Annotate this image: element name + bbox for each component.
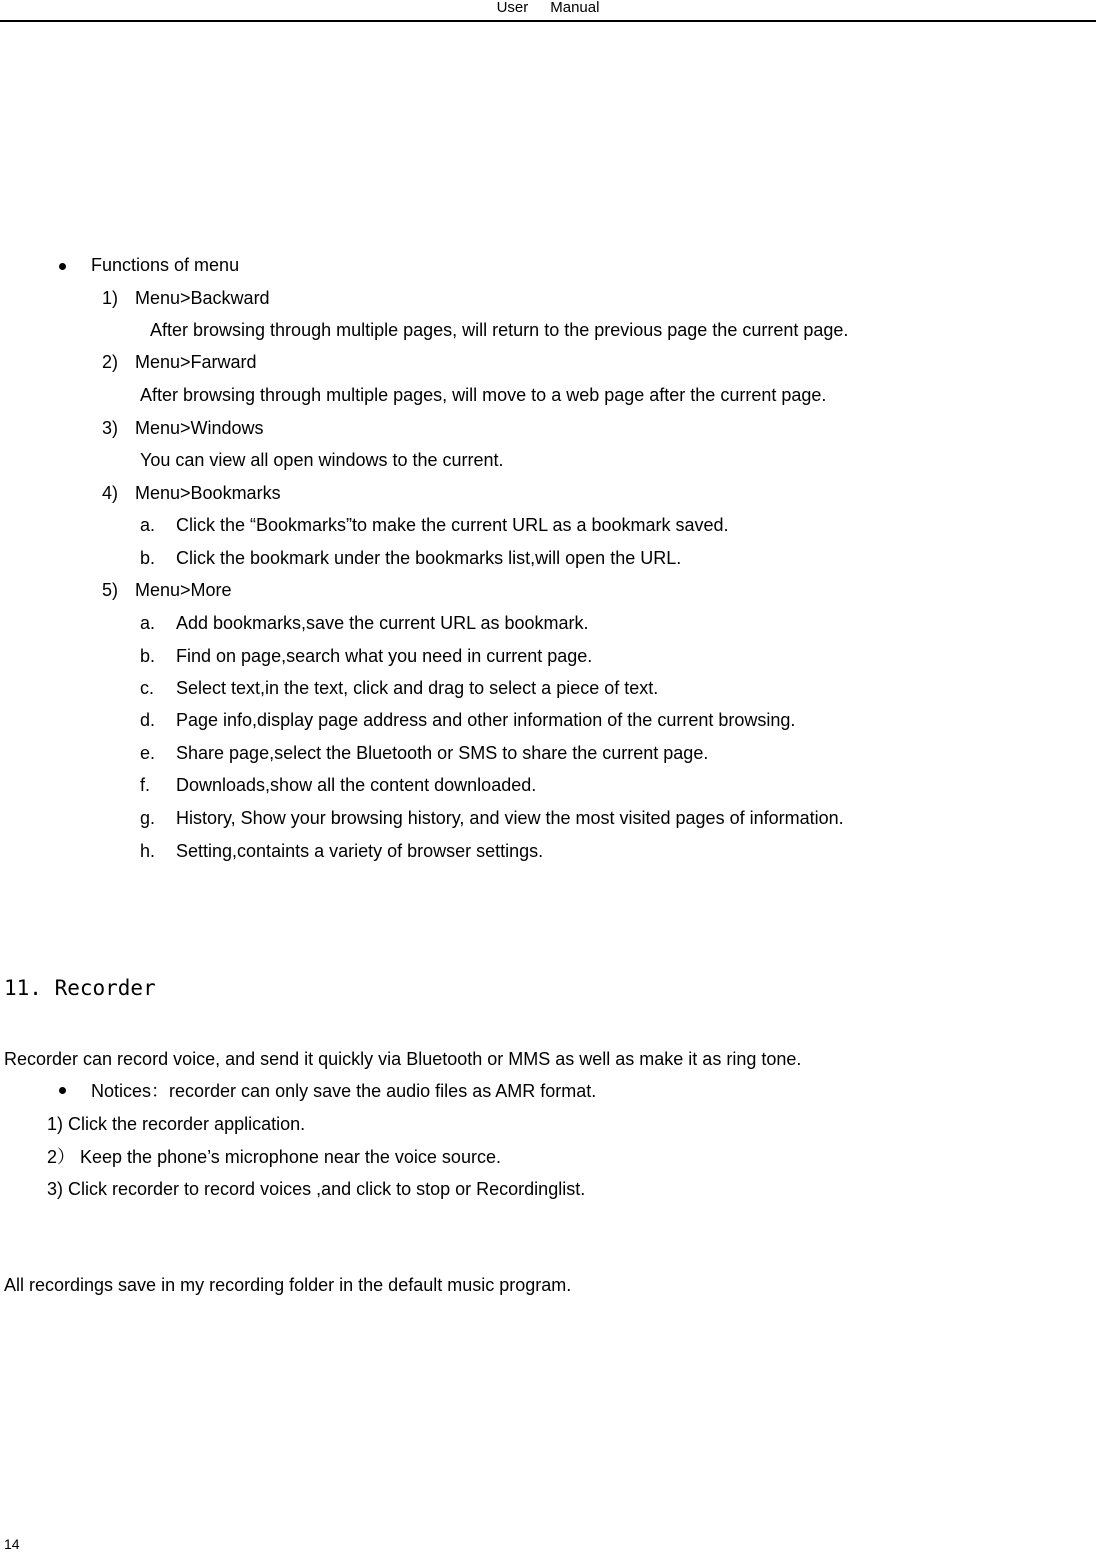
section-heading-recorder: 11. Recorder xyxy=(4,976,156,1000)
header-right-text: Manual xyxy=(550,0,600,16)
menu-item-number: 1) xyxy=(102,288,119,308)
sub-item-letter: h. xyxy=(140,841,156,861)
menu-item-label: Menu>Windows xyxy=(135,418,264,438)
menu-item-number: 2) xyxy=(102,352,119,372)
recorder-step: 3) Click recorder to record voices ,and click to stop or Recordinglist. xyxy=(47,1179,586,1199)
recorder-step: 1) Click the recorder application. xyxy=(47,1114,306,1134)
sub-item-text: Find on page,search what you need in current page. xyxy=(176,646,593,666)
recorder-closing: All recordings save in my recording folder in the default music program. xyxy=(4,1275,572,1295)
menu-item-description: You can view all open windows to the current. xyxy=(140,450,504,470)
sub-item-letter: f. xyxy=(140,775,151,795)
sub-item-text: Add bookmarks,save the current URL as bookmark. xyxy=(176,613,589,633)
sub-item-letter: b. xyxy=(140,548,156,568)
sub-item-letter: a. xyxy=(140,515,156,535)
menu-item-description: After browsing through multiple pages, will return to the previous page the current page. xyxy=(150,320,849,340)
menu-section-title: Functions of menu xyxy=(91,255,240,275)
bullet-icon xyxy=(59,1087,66,1094)
sub-item-letter: c. xyxy=(140,678,155,698)
menu-item-label: Menu>More xyxy=(135,580,232,600)
sub-item-text: Setting,containts a variety of browser settings. xyxy=(176,841,544,861)
header-left-text: User xyxy=(496,0,529,16)
page-number: 14 xyxy=(4,1536,20,1552)
sub-item-letter: e. xyxy=(140,743,156,763)
sub-item-letter: a. xyxy=(140,613,156,633)
sub-item-letter: b. xyxy=(140,646,156,666)
menu-item-number: 5) xyxy=(102,580,119,600)
sub-item-text: Downloads,show all the content downloaded. xyxy=(176,775,537,795)
menu-item-label: Menu>Farward xyxy=(135,352,257,372)
sub-item-letter: d. xyxy=(140,710,156,730)
sub-item-text: History, Show your browsing history, and view the most visited pages of information. xyxy=(176,808,844,828)
menu-item-number: 3) xyxy=(102,418,119,438)
sub-item-letter: g. xyxy=(140,808,156,828)
sub-item-text: Select text,in the text, click and drag to select a piece of text. xyxy=(176,678,659,698)
bullet-icon xyxy=(59,263,66,270)
recorder-notice: Notices：recorder can only save the audio files as AMR format. xyxy=(91,1081,597,1101)
sub-item-text: Page info,display page address and other information of the current browsing. xyxy=(176,710,796,730)
sub-item-text: Click the bookmark under the bookmarks list,will open the URL. xyxy=(176,548,682,568)
page-header xyxy=(0,0,1096,22)
menu-item-label: Menu>Bookmarks xyxy=(135,483,281,503)
menu-item-label: Menu>Backward xyxy=(135,288,270,308)
recorder-step: 2） Keep the phone’s microphone near the voice source. xyxy=(47,1147,501,1167)
recorder-intro: Recorder can record voice, and send it quickly via Bluetooth or MMS as well as make it as ring tone. xyxy=(4,1049,802,1069)
sub-item-text: Share page,select the Bluetooth or SMS to share the current page. xyxy=(176,743,709,763)
menu-item-number: 4) xyxy=(102,483,119,503)
sub-item-text: Click the “Bookmarks”to make the current URL as a bookmark saved. xyxy=(176,515,729,535)
menu-item-description: After browsing through multiple pages, will move to a web page after the current page. xyxy=(140,385,827,405)
